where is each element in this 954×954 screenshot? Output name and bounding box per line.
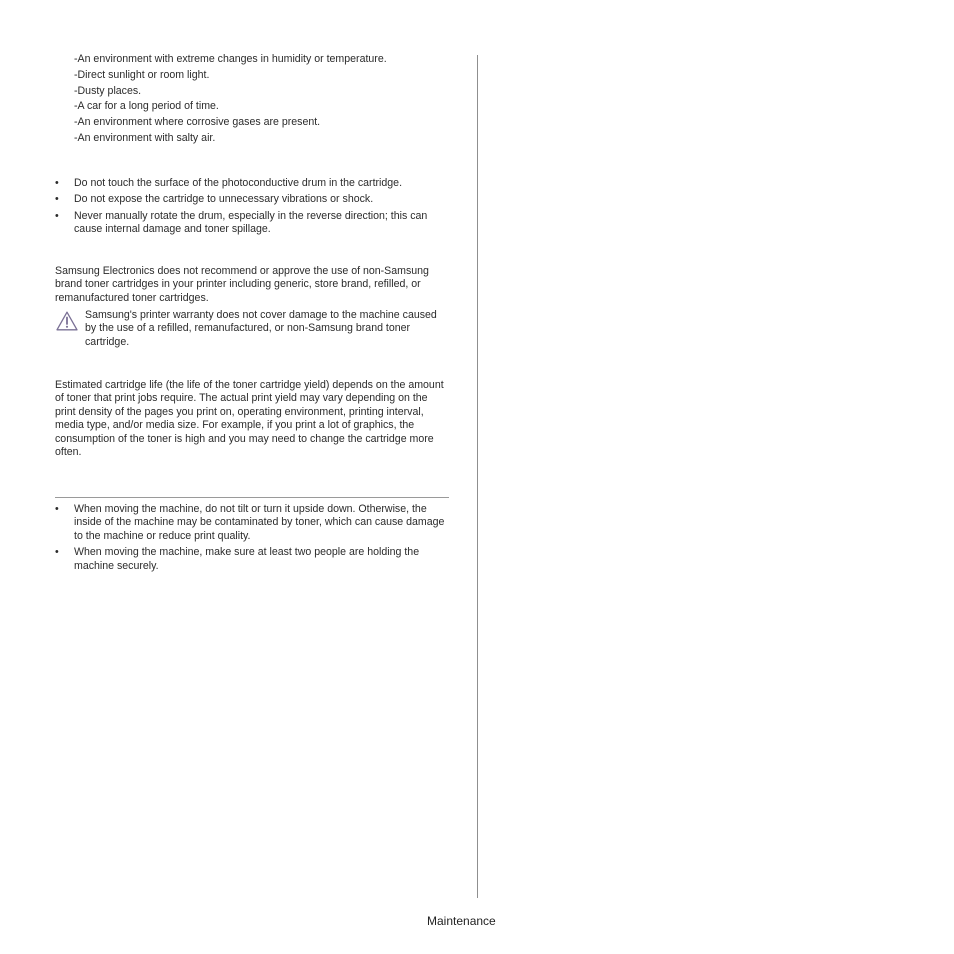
list-item <box>55 546 450 573</box>
bullet: • <box>55 193 59 206</box>
environment-item: -Dusty places. <box>74 84 142 97</box>
caution-text: Samsung's printer warranty does not cover damage to the machine caused by the use of a refilled, remanufactured, or non-Samsung brand toner cartridge. <box>85 309 437 348</box>
column-divider <box>477 55 478 898</box>
bullet: • <box>55 209 59 222</box>
list-item <box>55 177 450 190</box>
toner-use-paragraph: Samsung Electronics does not recommend or approve the use of non-Samsung brand toner cartridges in your printer including generic, store brand, refilled, or remanufactured toner cartridges. <box>55 265 429 304</box>
section-divider <box>55 497 449 498</box>
bullet: • <box>55 546 59 559</box>
moving-list <box>55 503 450 576</box>
environment-list <box>74 53 474 148</box>
list-item-text: Do not touch the surface of the photoconductive drum in the cartridge. <box>74 177 403 189</box>
caution-icon <box>56 311 78 331</box>
bullet: • <box>55 503 59 515</box>
list-item-text: Do not expose the cartridge to unnecessary vibrations or shock. <box>74 193 374 206</box>
environment-item: -An environment where corrosive gases are present. <box>74 116 321 129</box>
environment-item: -Direct sunlight or room light. <box>74 68 210 81</box>
cartridge-life-paragraph: Estimated cartridge life (the life of the toner cartridge yield) depends on the amount of toner that print jobs require. The actual print yield may vary depending on the print density of the pages you print on, operating environment, printing interval, media type, and/or media size. For example, if you print a lot of graphics, the consumption of the toner is high and you may need to change the cartridge more often. <box>55 379 444 459</box>
list-item <box>55 210 450 237</box>
list-item <box>55 503 450 543</box>
handling-list <box>55 177 450 240</box>
bullet: • <box>55 177 59 189</box>
list-item-text: When moving the machine, do not tilt or turn it upside down. Otherwise, the inside of the machine may be contaminated by toner, which can cause damage to the machine or reduce print quality. <box>74 503 445 542</box>
page-footer: Maintenance <box>427 914 496 928</box>
environment-item: -A car for a long period of time. <box>74 100 219 113</box>
environment-item: -An environment with salty air. <box>74 131 216 144</box>
list-item <box>55 193 450 206</box>
list-item-text: When moving the machine, make sure at least two people are holding the machine securely. <box>74 546 420 572</box>
environment-item: -An environment with extreme changes in humidity or temperature. <box>74 53 387 65</box>
list-item-text: Never manually rotate the drum, especially in the reverse direction; this can cause internal damage and toner spillage. <box>74 209 428 236</box>
